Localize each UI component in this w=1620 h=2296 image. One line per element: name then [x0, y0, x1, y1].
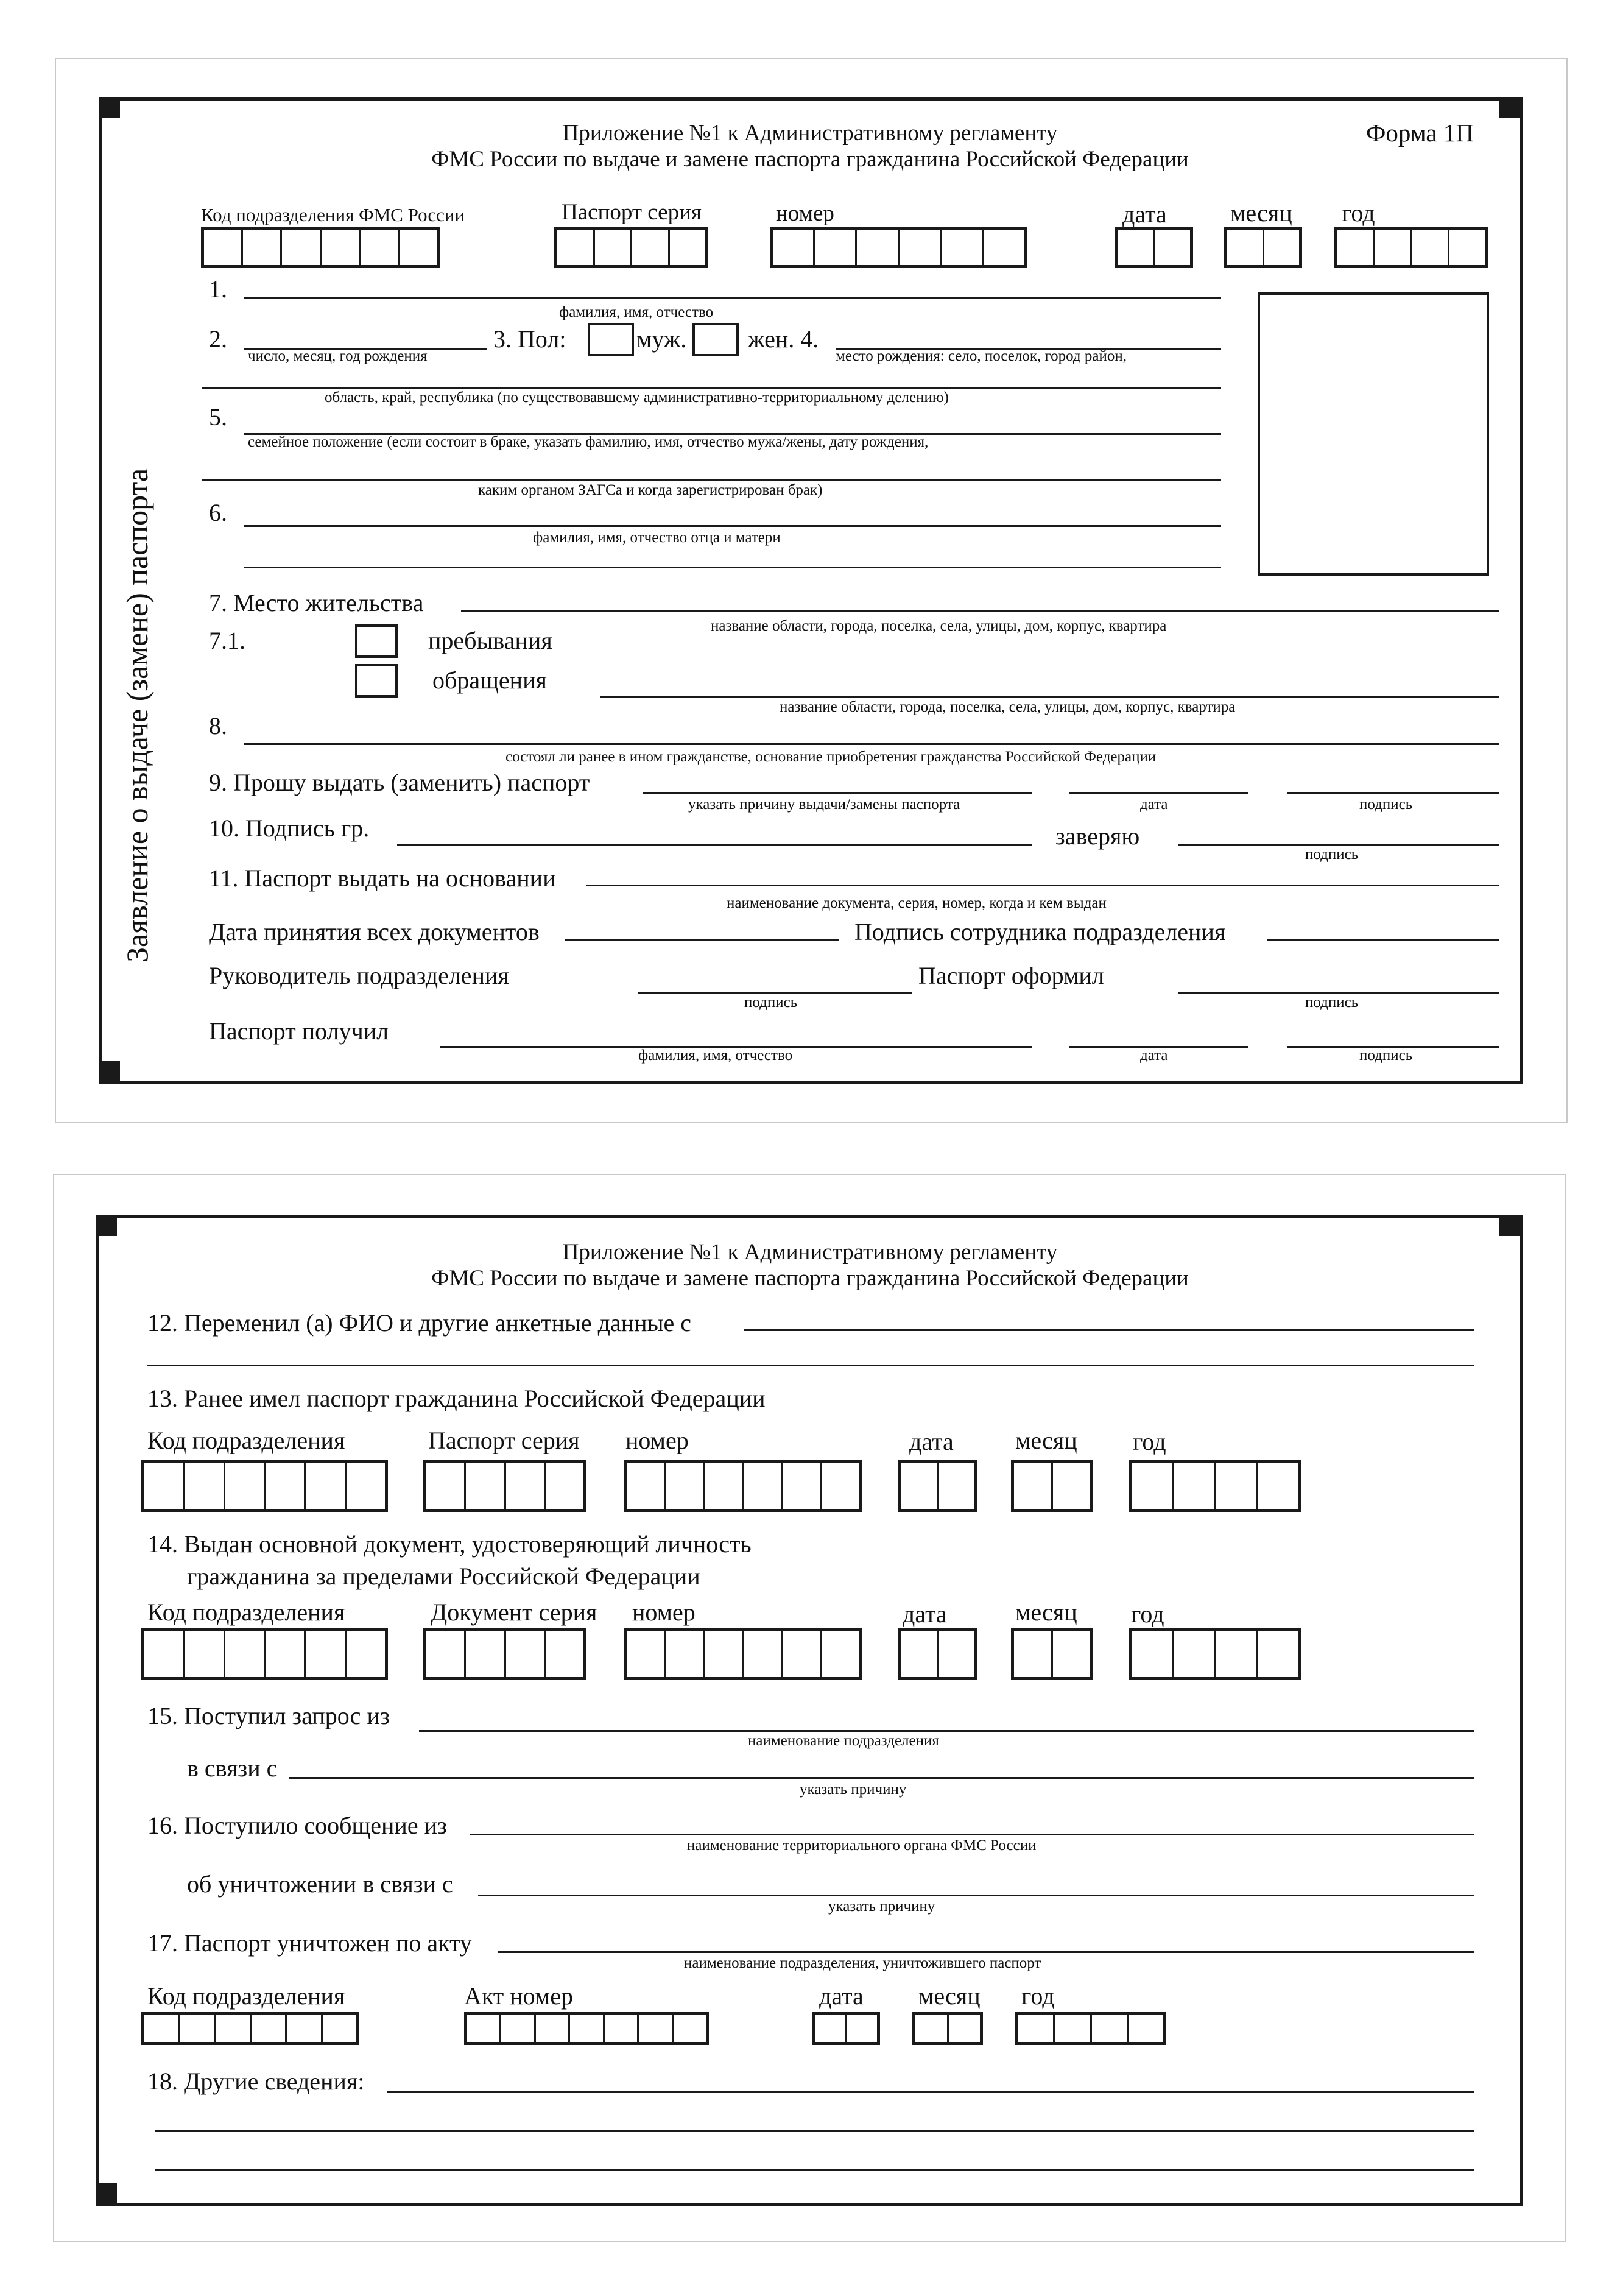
staff-sign-label: Подпись сотрудника подразделения [854, 918, 1226, 945]
in-connection-label: в связи с [187, 1754, 278, 1782]
male-checkbox[interactable] [588, 323, 634, 356]
field-17-label: 17. Паспорт уничтожен по акту [147, 1929, 472, 1957]
hint-fio: фамилия, имя, отчество [559, 304, 714, 320]
year-cells[interactable] [1334, 227, 1488, 268]
month-cells-13[interactable] [1011, 1460, 1093, 1512]
field-14-label-1: 14. Выдан основной документ, удостоверяющий личность [147, 1530, 752, 1558]
corner-mark [96, 2183, 117, 2203]
number-label: номер [776, 201, 834, 226]
field-5-number: 5. [209, 403, 227, 431]
hint-birthplace: место рождения: село, поселок, город район, [836, 348, 1127, 364]
hint-zags: каким органом ЗАГСа и когда зарегистрирован брак) [478, 482, 823, 498]
day-cells-17[interactable] [812, 2012, 880, 2045]
certify-label: заверяю [1055, 822, 1140, 850]
header-line-2: ФМС России по выдаче и замене паспорта гражданина Российской Федерации [431, 1266, 1189, 1291]
hint-unit-17: наименование подразделения, уничтожившего паспорт [684, 1955, 1041, 1971]
hint-doc: наименование документа, серия, номер, когда и кем выдан [727, 895, 1107, 911]
field-71-line[interactable] [600, 696, 1499, 698]
hint-unit: наименование подразделения [748, 1733, 939, 1749]
field-7-label: 7. Место жительства [209, 589, 424, 616]
field-9-reason-line[interactable] [643, 792, 1032, 794]
act-label-17: Акт номер [464, 1982, 573, 2010]
field-9-label: 9. Прошу выдать (заменить) паспорт [209, 769, 590, 796]
field-1-line[interactable] [244, 297, 1221, 299]
form-name: Форма 1П [1366, 119, 1474, 147]
appeal-label: обращения [432, 666, 547, 694]
field-11-label: 11. Паспорт выдать на основании [209, 864, 556, 892]
year-label: год [1342, 199, 1375, 227]
code-cells[interactable] [201, 227, 440, 268]
year-cells-13[interactable] [1129, 1460, 1301, 1512]
month-label: месяц [1230, 199, 1292, 227]
field-12-label: 12. Переменил (а) ФИО и другие анкетные данные с [147, 1309, 691, 1337]
field-18-line-3[interactable] [155, 2169, 1474, 2171]
code-cells-13[interactable] [141, 1460, 388, 1512]
month-cells-14[interactable] [1011, 1628, 1093, 1680]
day-cells[interactable] [1115, 227, 1193, 268]
code-cells-17[interactable] [141, 2012, 359, 2045]
corner-mark [1499, 1215, 1520, 1236]
field-71-number: 7.1. [209, 627, 245, 654]
field-8-number: 8. [209, 712, 227, 740]
corner-mark [1499, 97, 1520, 118]
passport-series-label: Паспорт серия [562, 200, 702, 225]
corner-mark [96, 1215, 117, 1236]
series-cells[interactable] [554, 227, 708, 268]
vertical-title: Заявление о выдаче (замене) паспорта [120, 468, 154, 963]
stay-checkbox[interactable] [355, 624, 398, 658]
hint-sign-issued: подпись [1305, 994, 1359, 1011]
issued-label: Паспорт оформил [918, 962, 1104, 989]
male-label: муж. [636, 325, 687, 353]
field-18-line[interactable] [387, 2091, 1474, 2093]
hint-parents: фамилия, имя, отчество отца и матери [533, 529, 781, 546]
field-10-label: 10. Подпись гр. [209, 814, 370, 842]
year-label-14: год [1131, 1600, 1164, 1628]
staff-sign-line[interactable] [1267, 939, 1499, 941]
field-15-reason-line[interactable] [289, 1777, 1474, 1779]
hint-citizenship: состоял ли ранее в ином гражданстве, основание приобретения гражданства Российской Федерации [505, 749, 1157, 765]
header-line-1: Приложение №1 к Административному регламенту [562, 121, 1058, 146]
field-13-label: 13. Ранее имел паспорт гражданина Российской Федерации [147, 1385, 766, 1412]
series-cells-13[interactable] [423, 1460, 586, 1512]
year-label-13: год [1133, 1428, 1166, 1455]
field-12-line[interactable] [744, 1329, 1474, 1331]
day-cells-13[interactable] [898, 1460, 977, 1512]
date-docs-label: Дата принятия всех документов [209, 918, 540, 945]
code-label-13: Код подразделения [147, 1427, 345, 1454]
hint-sign-10: подпись [1305, 846, 1359, 863]
doc-series-label-14: Документ серия [431, 1598, 597, 1626]
photo-box [1258, 292, 1489, 576]
year-label-17: год [1021, 1982, 1055, 2010]
month-label-14: месяц [1015, 1598, 1077, 1626]
field-15-line[interactable] [419, 1730, 1474, 1732]
field-5-line-2[interactable] [202, 479, 1221, 481]
day-label-13: дата [909, 1428, 954, 1455]
hint-family: семейное положение (если состоит в браке, указать фамилию, имя, отчество мужа/жены, дату рождения, [248, 434, 929, 450]
female-label: жен. 4. [748, 325, 819, 353]
hint-date-recv: дата [1140, 1047, 1168, 1064]
field-9-sign-line[interactable] [1287, 792, 1499, 794]
field-9-date-line[interactable] [1069, 792, 1248, 794]
hint-sign-recv: подпись [1359, 1047, 1413, 1064]
destroy-label: об уничтожении в связи с [187, 1870, 453, 1898]
code-label: Код подразделения ФМС России [201, 204, 465, 225]
hint-reason: указать причину выдачи/замены паспорта [688, 796, 960, 813]
field-6-number: 6. [209, 499, 227, 526]
field-8-line[interactable] [244, 743, 1499, 745]
hint-sign-9: подпись [1359, 796, 1413, 813]
female-checkbox[interactable] [692, 323, 739, 356]
field-15-label: 15. Поступил запрос из [147, 1702, 390, 1729]
year-cells-14[interactable] [1129, 1628, 1301, 1680]
appeal-checkbox[interactable] [355, 664, 398, 698]
field-3-label: 3. Пол: [493, 325, 566, 353]
hint-sign-head: подпись [744, 994, 798, 1011]
stay-label: пребывания [428, 627, 552, 654]
field-7-line[interactable] [461, 610, 1499, 612]
number-label-14: номер [632, 1598, 696, 1626]
issued-sign-line[interactable] [1178, 992, 1499, 994]
act-cells-17[interactable] [464, 2012, 709, 2045]
code-label-17: Код подразделения [147, 1982, 345, 2010]
field-12-line-2[interactable] [147, 1365, 1474, 1366]
month-cells-17[interactable] [912, 2012, 983, 2045]
field-18-label: 18. Другие сведения: [147, 2068, 365, 2095]
field-2-number: 2. [209, 325, 227, 353]
code-label-14: Код подразделения [147, 1598, 345, 1626]
hint-date-9: дата [1140, 796, 1168, 813]
hint-address-1: название области, города, поселка, села, улицы, дом, корпус, квартира [711, 618, 1167, 634]
series-cells-14[interactable] [423, 1628, 586, 1680]
field-16-label: 16. Поступило сообщение из [147, 1812, 447, 1839]
field-16-reason-line[interactable] [478, 1895, 1474, 1896]
number-label-13: номер [625, 1427, 689, 1454]
field-1-number: 1. [209, 275, 227, 303]
field-6-line-2[interactable] [244, 567, 1221, 568]
field-14-label-2: гражданина за пределами Российской Федерации [187, 1563, 700, 1590]
field-10-line[interactable] [397, 844, 1032, 846]
year-cells-17[interactable] [1015, 2012, 1166, 2045]
month-label-13: месяц [1015, 1427, 1077, 1454]
month-label-17: месяц [918, 1982, 981, 2010]
corner-mark [99, 97, 120, 118]
header-line-2: ФМС России по выдаче и замене паспорта гражданина Российской Федерации [431, 147, 1189, 172]
field-11-line[interactable] [586, 885, 1499, 886]
field-16-line[interactable] [470, 1834, 1474, 1835]
passport-series-label-13: Паспорт серия [428, 1427, 580, 1454]
day-label-17: дата [819, 1982, 864, 2010]
field-17-line[interactable] [498, 1951, 1474, 1953]
day-label: дата [1122, 200, 1167, 228]
head-label: Руководитель подразделения [209, 962, 509, 989]
field-6-line[interactable] [244, 525, 1221, 527]
month-cells[interactable] [1224, 227, 1302, 268]
hint-fio-recv: фамилия, имя, отчество [638, 1047, 793, 1064]
number-cells-13[interactable] [624, 1460, 862, 1512]
field-10-sign-line[interactable] [1178, 844, 1499, 846]
head-sign-line[interactable] [638, 992, 912, 994]
hint-dob: число, месяц, год рождения [248, 348, 428, 364]
corner-mark [99, 1061, 120, 1081]
hint-fms: наименование территориального органа ФМС России [687, 1837, 1037, 1854]
date-docs-line[interactable] [565, 939, 839, 941]
received-label: Паспорт получил [209, 1017, 389, 1045]
day-label-14: дата [903, 1600, 947, 1628]
header-line-1: Приложение №1 к Административному регламенту [562, 1240, 1058, 1265]
day-cells-14[interactable] [898, 1628, 977, 1680]
field-18-line-2[interactable] [155, 2130, 1474, 2132]
code-cells-14[interactable] [141, 1628, 388, 1680]
hint-address-2: название области, города, поселка, села, улицы, дом, корпус, квартира [780, 699, 1236, 715]
number-cells-14[interactable] [624, 1628, 862, 1680]
hint-region: область, край, республика (по существовавшему административно-территориальному делению) [325, 389, 949, 406]
hint-reason-16: указать причину [828, 1898, 935, 1915]
hint-reason-15: указать причину [800, 1781, 907, 1798]
number-cells[interactable] [770, 227, 1027, 268]
